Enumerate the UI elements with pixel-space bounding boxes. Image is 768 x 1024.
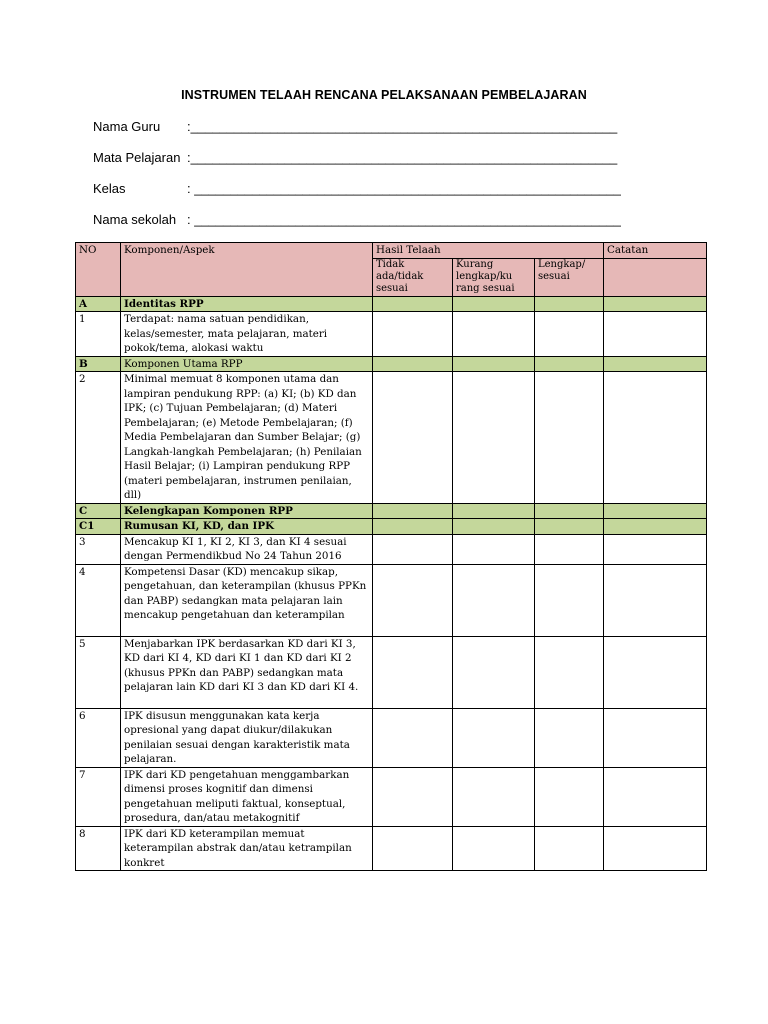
- row-number: 3: [76, 534, 121, 564]
- catatan-cell[interactable]: [604, 767, 707, 826]
- field-kelas: [93, 181, 621, 196]
- check-lengkap-cell[interactable]: [535, 534, 604, 564]
- row-aspect-text: Menjabarkan IPK berdasarkan KD dari KI 3, KD dari KI 4, KD dari KI 1 dan KD dari KI 2 (khusus PPKn dan PABP) sedangkan mata pelajaran lain KD dari KI 3 dan KD dari KI 4.: [121, 636, 373, 708]
- row-number: 7: [76, 767, 121, 826]
- section-code: C: [76, 503, 121, 519]
- check-kurang-cell[interactable]: [453, 534, 535, 564]
- section-empty-cell: [453, 503, 535, 519]
- check-tidak-cell[interactable]: [373, 826, 453, 871]
- check-kurang-cell[interactable]: [453, 312, 535, 357]
- catatan-cell[interactable]: [604, 372, 707, 504]
- table-row: [76, 636, 707, 708]
- section-title: Rumusan KI, KD, dan IPK: [121, 519, 373, 535]
- check-tidak-cell[interactable]: [373, 534, 453, 564]
- catatan-cell[interactable]: [604, 534, 707, 564]
- header-aspect: Komponen/Aspek: [121, 243, 373, 297]
- table-row: [76, 372, 707, 504]
- check-kurang-cell[interactable]: [453, 767, 535, 826]
- section-empty-cell: [535, 503, 604, 519]
- section-title: Identitas RPP: [121, 296, 373, 312]
- header-tidak-sesuai: Tidak ada/tidak sesuai: [373, 258, 453, 296]
- check-lengkap-cell[interactable]: [535, 708, 604, 767]
- section-empty-cell: [604, 519, 707, 535]
- section-empty-cell: [535, 296, 604, 312]
- field-blank-line[interactable]: : ___________________________________________________________: [187, 181, 621, 196]
- section-empty-cell: [535, 519, 604, 535]
- section-empty-cell: [373, 296, 453, 312]
- check-tidak-cell[interactable]: [373, 372, 453, 504]
- row-number: 2: [76, 372, 121, 504]
- check-lengkap-cell[interactable]: [535, 636, 604, 708]
- table-row: [76, 767, 707, 826]
- header-catatan-blank: [604, 258, 707, 296]
- section-empty-cell: [604, 503, 707, 519]
- field-blank-line[interactable]: :___________________________________________________________: [187, 150, 618, 165]
- row-number: 4: [76, 564, 121, 636]
- header-catatan: Catatan: [604, 243, 707, 259]
- rubric-table: [75, 242, 707, 871]
- catatan-cell[interactable]: [604, 636, 707, 708]
- section-title: Komponen Utama RPP: [121, 356, 373, 372]
- row-aspect-text: IPK dari KD pengetahuan menggambarkan dimensi proses kognitif dan dimensi pengetahuan meliputi faktual, konseptual, prosedura, dan/atau metakognitif: [121, 767, 373, 826]
- table-row: [76, 312, 707, 357]
- section-empty-cell: [604, 296, 707, 312]
- section-empty-cell: [453, 296, 535, 312]
- table-row: [76, 826, 707, 871]
- table-row: [76, 564, 707, 636]
- field-blank-line[interactable]: : ___________________________________________________________: [187, 212, 621, 227]
- section-title: Kelengkapan Komponen RPP: [121, 503, 373, 519]
- field-nama-sekolah: [93, 212, 621, 227]
- row-number: 1: [76, 312, 121, 357]
- field-nama-guru: [93, 119, 617, 134]
- row-number: 5: [76, 636, 121, 708]
- row-aspect-text: Mencakup KI 1, KI 2, KI 3, dan KI 4 sesuai dengan Permendikbud No 24 Tahun 2016: [121, 534, 373, 564]
- catatan-cell[interactable]: [604, 826, 707, 871]
- section-empty-cell: [373, 519, 453, 535]
- row-aspect-text: IPK dari KD keterampilan memuat keterampilan abstrak dan/atau ketrampilan konkret: [121, 826, 373, 871]
- section-code: C1: [76, 519, 121, 535]
- check-kurang-cell[interactable]: [453, 826, 535, 871]
- section-empty-cell: [535, 356, 604, 372]
- field-label: Nama Guru: [93, 119, 161, 134]
- section-empty-cell: [604, 356, 707, 372]
- check-lengkap-cell[interactable]: [535, 372, 604, 504]
- check-tidak-cell[interactable]: [373, 767, 453, 826]
- check-tidak-cell[interactable]: [373, 564, 453, 636]
- header-kurang-sesuai: Kurang lengkap/ku rang sesuai: [453, 258, 535, 296]
- page-title: INSTRUMEN TELAAH RENCANA PELAKSANAAN PEMBELAJARAN: [181, 88, 587, 102]
- field-mata-pelajaran: [93, 150, 617, 165]
- rubric-body: [76, 296, 707, 871]
- check-lengkap-cell[interactable]: [535, 312, 604, 357]
- header-lengkap-sesuai: Lengkap/ sesuai: [535, 258, 604, 296]
- catatan-cell[interactable]: [604, 564, 707, 636]
- section-row: [76, 296, 707, 312]
- row-aspect-text: Terdapat: nama satuan pendidikan, kelas/semester, mata pelajaran, materi pokok/tema, alokasi waktu: [121, 312, 373, 357]
- field-blank-line[interactable]: :___________________________________________________________: [187, 119, 618, 134]
- check-kurang-cell[interactable]: [453, 636, 535, 708]
- header-hasil-telaah: Hasil Telaah: [373, 243, 604, 259]
- check-lengkap-cell[interactable]: [535, 564, 604, 636]
- section-code: B: [76, 356, 121, 372]
- field-label: Nama sekolah: [93, 212, 177, 227]
- row-aspect-text: Kompetensi Dasar (KD) mencakup sikap, pengetahuan, dan keterampilan (khusus PPKn dan PABP) sedangkan mata pelajaran lain mencakup pengetahuan dan keterampilan: [121, 564, 373, 636]
- section-row: [76, 503, 707, 519]
- section-row: [76, 356, 707, 372]
- table-row: [76, 534, 707, 564]
- section-code: A: [76, 296, 121, 312]
- field-label: Kelas: [93, 181, 126, 196]
- row-number: 6: [76, 708, 121, 767]
- table-row: [76, 708, 707, 767]
- section-empty-cell: [373, 356, 453, 372]
- row-number: 8: [76, 826, 121, 871]
- check-tidak-cell[interactable]: [373, 708, 453, 767]
- header-no: NO: [76, 243, 121, 297]
- check-tidak-cell[interactable]: [373, 312, 453, 357]
- field-label: Mata Pelajaran: [93, 150, 181, 165]
- check-kurang-cell[interactable]: [453, 708, 535, 767]
- section-empty-cell: [373, 503, 453, 519]
- check-lengkap-cell[interactable]: [535, 826, 604, 871]
- section-empty-cell: [453, 356, 535, 372]
- check-lengkap-cell[interactable]: [535, 767, 604, 826]
- check-kurang-cell[interactable]: [453, 372, 535, 504]
- section-empty-cell: [453, 519, 535, 535]
- row-aspect-text: IPK disusun menggunakan kata kerja opresional yang dapat diukur/dilakukan penilaian sesuai dengan karakteristik mata pelajaran.: [121, 708, 373, 767]
- check-kurang-cell[interactable]: [453, 564, 535, 636]
- catatan-cell[interactable]: [604, 312, 707, 357]
- section-row: [76, 519, 707, 535]
- check-tidak-cell[interactable]: [373, 636, 453, 708]
- row-aspect-text: Minimal memuat 8 komponen utama dan lampiran pendukung RPP: (a) KI; (b) KD dan IPK; (c) Tujuan Pembelajaran; (d) Materi Pembelajaran; (e) Metode Pembelajaran; (f) Media Pembelajaran dan Sumber Belajar; (g) Langkah-langkah Pembelajaran; (h) Penilaian Hasil Belajar; (i) Lampiran pendukung RPP (materi pembelajaran, instrumen penilaian, dll): [121, 372, 373, 504]
- catatan-cell[interactable]: [604, 708, 707, 767]
